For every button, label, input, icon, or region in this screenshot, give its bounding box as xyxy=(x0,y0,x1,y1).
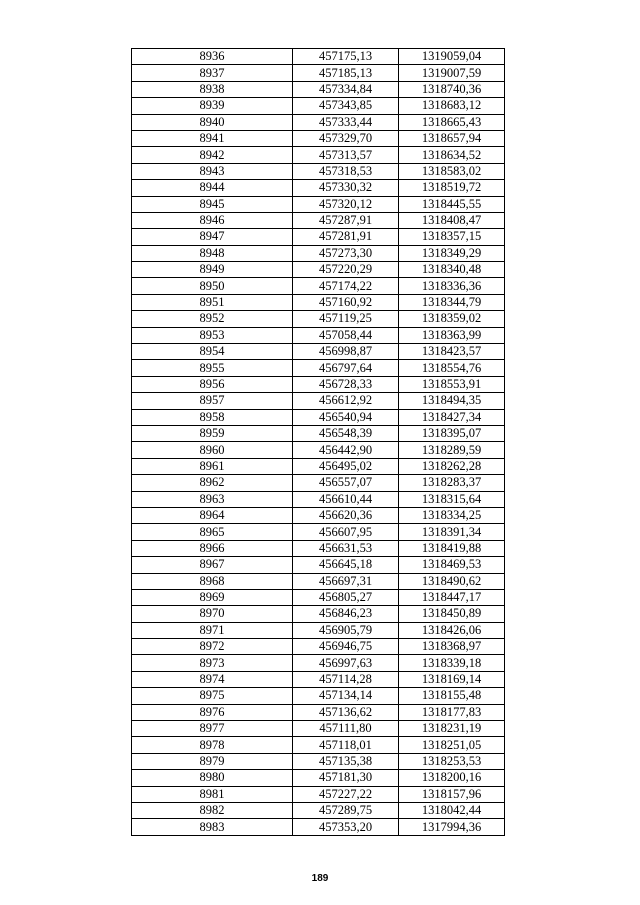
y-coordinate-cell: 1318657,94 xyxy=(399,130,505,146)
y-coordinate-cell: 1318349,29 xyxy=(399,245,505,261)
x-coordinate-cell: 456998,87 xyxy=(293,344,399,360)
point-number-cell: 8951 xyxy=(132,294,293,310)
x-coordinate-cell: 456905,79 xyxy=(293,622,399,638)
x-coordinate-cell: 456631,53 xyxy=(293,540,399,556)
table-row xyxy=(132,753,505,769)
y-coordinate-cell: 1318494,35 xyxy=(399,393,505,409)
y-coordinate-cell: 1318427,34 xyxy=(399,409,505,425)
y-coordinate-cell: 1318177,83 xyxy=(399,704,505,720)
table-row xyxy=(132,819,505,835)
y-coordinate-cell: 1318447,17 xyxy=(399,589,505,605)
table-row xyxy=(132,196,505,212)
point-number-cell: 8940 xyxy=(132,114,293,130)
table-row xyxy=(132,639,505,655)
coordinate-table xyxy=(131,48,505,836)
y-coordinate-cell: 1318042,44 xyxy=(399,802,505,818)
table-row xyxy=(132,278,505,294)
x-coordinate-cell: 457185,13 xyxy=(293,65,399,81)
point-number-cell: 8967 xyxy=(132,557,293,573)
y-coordinate-cell: 1318344,79 xyxy=(399,294,505,310)
y-coordinate-cell: 1318283,37 xyxy=(399,475,505,491)
x-coordinate-cell: 456610,44 xyxy=(293,491,399,507)
x-coordinate-cell: 457181,30 xyxy=(293,770,399,786)
point-number-cell: 8972 xyxy=(132,639,293,655)
y-coordinate-cell: 1318339,18 xyxy=(399,655,505,671)
y-coordinate-cell: 1318359,02 xyxy=(399,311,505,327)
x-coordinate-cell: 457273,30 xyxy=(293,245,399,261)
table-row xyxy=(132,655,505,671)
table-row xyxy=(132,557,505,573)
point-number-cell: 8969 xyxy=(132,589,293,605)
x-coordinate-cell: 456540,94 xyxy=(293,409,399,425)
point-number-cell: 8979 xyxy=(132,753,293,769)
table-row xyxy=(132,327,505,343)
x-coordinate-cell: 457174,22 xyxy=(293,278,399,294)
point-number-cell: 8961 xyxy=(132,458,293,474)
table-row xyxy=(132,262,505,278)
table-row xyxy=(132,229,505,245)
table-row xyxy=(132,688,505,704)
point-number-cell: 8960 xyxy=(132,442,293,458)
y-coordinate-cell: 1318634,52 xyxy=(399,147,505,163)
x-coordinate-cell: 456797,64 xyxy=(293,360,399,376)
table-row xyxy=(132,163,505,179)
point-number-cell: 8938 xyxy=(132,81,293,97)
point-number-cell: 8976 xyxy=(132,704,293,720)
table-row xyxy=(132,721,505,737)
point-number-cell: 8981 xyxy=(132,786,293,802)
point-number-cell: 8974 xyxy=(132,671,293,687)
table-row xyxy=(132,212,505,228)
y-coordinate-cell: 1318553,91 xyxy=(399,376,505,392)
point-number-cell: 8952 xyxy=(132,311,293,327)
table-row xyxy=(132,294,505,310)
y-coordinate-cell: 1318368,97 xyxy=(399,639,505,655)
table-row xyxy=(132,704,505,720)
y-coordinate-cell: 1318155,48 xyxy=(399,688,505,704)
point-number-cell: 8977 xyxy=(132,721,293,737)
y-coordinate-cell: 1318554,76 xyxy=(399,360,505,376)
x-coordinate-cell: 457175,13 xyxy=(293,49,399,65)
point-number-cell: 8949 xyxy=(132,262,293,278)
x-coordinate-cell: 457330,32 xyxy=(293,180,399,196)
x-coordinate-cell: 456805,27 xyxy=(293,589,399,605)
table-row xyxy=(132,507,505,523)
x-coordinate-cell: 456728,33 xyxy=(293,376,399,392)
x-coordinate-cell: 457111,80 xyxy=(293,721,399,737)
table-row xyxy=(132,393,505,409)
y-coordinate-cell: 1318334,25 xyxy=(399,507,505,523)
table-row xyxy=(132,475,505,491)
table-row xyxy=(132,573,505,589)
point-number-cell: 8959 xyxy=(132,425,293,441)
x-coordinate-cell: 457329,70 xyxy=(293,130,399,146)
x-coordinate-cell: 457118,01 xyxy=(293,737,399,753)
x-coordinate-cell: 456495,02 xyxy=(293,458,399,474)
point-number-cell: 8954 xyxy=(132,344,293,360)
x-coordinate-cell: 457160,92 xyxy=(293,294,399,310)
coordinate-table-body xyxy=(132,49,505,836)
point-number-cell: 8965 xyxy=(132,524,293,540)
table-row xyxy=(132,180,505,196)
point-number-cell: 8982 xyxy=(132,802,293,818)
table-row xyxy=(132,425,505,441)
y-coordinate-cell: 1318315,64 xyxy=(399,491,505,507)
y-coordinate-cell: 1319007,59 xyxy=(399,65,505,81)
point-number-cell: 8983 xyxy=(132,819,293,835)
y-coordinate-cell: 1318251,05 xyxy=(399,737,505,753)
y-coordinate-cell: 1318395,07 xyxy=(399,425,505,441)
x-coordinate-cell: 457134,14 xyxy=(293,688,399,704)
point-number-cell: 8958 xyxy=(132,409,293,425)
x-coordinate-cell: 456620,36 xyxy=(293,507,399,523)
x-coordinate-cell: 457343,85 xyxy=(293,98,399,114)
x-coordinate-cell: 457318,53 xyxy=(293,163,399,179)
y-coordinate-cell: 1317994,36 xyxy=(399,819,505,835)
x-coordinate-cell: 456997,63 xyxy=(293,655,399,671)
x-coordinate-cell: 457333,44 xyxy=(293,114,399,130)
y-coordinate-cell: 1318253,53 xyxy=(399,753,505,769)
y-coordinate-cell: 1318740,36 xyxy=(399,81,505,97)
y-coordinate-cell: 1318683,12 xyxy=(399,98,505,114)
y-coordinate-cell: 1318519,72 xyxy=(399,180,505,196)
x-coordinate-cell: 457136,62 xyxy=(293,704,399,720)
x-coordinate-cell: 457334,84 xyxy=(293,81,399,97)
x-coordinate-cell: 456697,31 xyxy=(293,573,399,589)
table-row xyxy=(132,376,505,392)
point-number-cell: 8963 xyxy=(132,491,293,507)
y-coordinate-cell: 1318357,15 xyxy=(399,229,505,245)
point-number-cell: 8957 xyxy=(132,393,293,409)
point-number-cell: 8936 xyxy=(132,49,293,65)
x-coordinate-cell: 457114,28 xyxy=(293,671,399,687)
y-coordinate-cell: 1318231,19 xyxy=(399,721,505,737)
y-coordinate-cell: 1318340,48 xyxy=(399,262,505,278)
y-coordinate-cell: 1318289,59 xyxy=(399,442,505,458)
y-coordinate-cell: 1318469,53 xyxy=(399,557,505,573)
x-coordinate-cell: 456557,07 xyxy=(293,475,399,491)
x-coordinate-cell: 457287,91 xyxy=(293,212,399,228)
table-row xyxy=(132,786,505,802)
y-coordinate-cell: 1318157,96 xyxy=(399,786,505,802)
point-number-cell: 8966 xyxy=(132,540,293,556)
x-coordinate-cell: 456645,18 xyxy=(293,557,399,573)
point-number-cell: 8968 xyxy=(132,573,293,589)
y-coordinate-cell: 1318419,88 xyxy=(399,540,505,556)
y-coordinate-cell: 1318665,43 xyxy=(399,114,505,130)
y-coordinate-cell: 1318445,55 xyxy=(399,196,505,212)
point-number-cell: 8948 xyxy=(132,245,293,261)
table-row xyxy=(132,245,505,261)
x-coordinate-cell: 457135,38 xyxy=(293,753,399,769)
table-row xyxy=(132,114,505,130)
point-number-cell: 8943 xyxy=(132,163,293,179)
table-row xyxy=(132,442,505,458)
point-number-cell: 8975 xyxy=(132,688,293,704)
x-coordinate-cell: 456548,39 xyxy=(293,425,399,441)
table-row xyxy=(132,622,505,638)
table-row xyxy=(132,360,505,376)
table-row xyxy=(132,147,505,163)
table-row xyxy=(132,606,505,622)
point-number-cell: 8939 xyxy=(132,98,293,114)
x-coordinate-cell: 457058,44 xyxy=(293,327,399,343)
point-number-cell: 8978 xyxy=(132,737,293,753)
point-number-cell: 8973 xyxy=(132,655,293,671)
point-number-cell: 8950 xyxy=(132,278,293,294)
point-number-cell: 8941 xyxy=(132,130,293,146)
x-coordinate-cell: 456946,75 xyxy=(293,639,399,655)
x-coordinate-cell: 456442,90 xyxy=(293,442,399,458)
x-coordinate-cell: 456846,23 xyxy=(293,606,399,622)
x-coordinate-cell: 457320,12 xyxy=(293,196,399,212)
y-coordinate-cell: 1318169,14 xyxy=(399,671,505,687)
x-coordinate-cell: 457313,57 xyxy=(293,147,399,163)
y-coordinate-cell: 1318490,62 xyxy=(399,573,505,589)
x-coordinate-cell: 457220,29 xyxy=(293,262,399,278)
y-coordinate-cell: 1318336,36 xyxy=(399,278,505,294)
table-row xyxy=(132,344,505,360)
y-coordinate-cell: 1318391,34 xyxy=(399,524,505,540)
y-coordinate-cell: 1318363,99 xyxy=(399,327,505,343)
table-row xyxy=(132,98,505,114)
table-row xyxy=(132,524,505,540)
point-number-cell: 8980 xyxy=(132,770,293,786)
point-number-cell: 8953 xyxy=(132,327,293,343)
point-number-cell: 8946 xyxy=(132,212,293,228)
point-number-cell: 8955 xyxy=(132,360,293,376)
table-row xyxy=(132,737,505,753)
y-coordinate-cell: 1318583,02 xyxy=(399,163,505,179)
table-row xyxy=(132,458,505,474)
point-number-cell: 8947 xyxy=(132,229,293,245)
x-coordinate-cell: 456607,95 xyxy=(293,524,399,540)
point-number-cell: 8942 xyxy=(132,147,293,163)
point-number-cell: 8970 xyxy=(132,606,293,622)
y-coordinate-cell: 1318262,28 xyxy=(399,458,505,474)
y-coordinate-cell: 1318423,57 xyxy=(399,344,505,360)
table-row xyxy=(132,65,505,81)
table-row xyxy=(132,81,505,97)
point-number-cell: 8964 xyxy=(132,507,293,523)
table-row xyxy=(132,770,505,786)
table-row xyxy=(132,589,505,605)
point-number-cell: 8945 xyxy=(132,196,293,212)
table-row xyxy=(132,409,505,425)
table-row xyxy=(132,311,505,327)
y-coordinate-cell: 1318450,89 xyxy=(399,606,505,622)
y-coordinate-cell: 1318200,16 xyxy=(399,770,505,786)
y-coordinate-cell: 1319059,04 xyxy=(399,49,505,65)
x-coordinate-cell: 457281,91 xyxy=(293,229,399,245)
table-row xyxy=(132,802,505,818)
x-coordinate-cell: 457227,22 xyxy=(293,786,399,802)
point-number-cell: 8944 xyxy=(132,180,293,196)
table-row xyxy=(132,491,505,507)
point-number-cell: 8962 xyxy=(132,475,293,491)
table-row xyxy=(132,49,505,65)
point-number-cell: 8971 xyxy=(132,622,293,638)
table-row xyxy=(132,671,505,687)
page-number: 189 xyxy=(311,873,329,884)
x-coordinate-cell: 457353,20 xyxy=(293,819,399,835)
y-coordinate-cell: 1318426,06 xyxy=(399,622,505,638)
x-coordinate-cell: 457119,25 xyxy=(293,311,399,327)
table-row xyxy=(132,130,505,146)
x-coordinate-cell: 456612,92 xyxy=(293,393,399,409)
table-row xyxy=(132,540,505,556)
x-coordinate-cell: 457289,75 xyxy=(293,802,399,818)
point-number-cell: 8937 xyxy=(132,65,293,81)
y-coordinate-cell: 1318408,47 xyxy=(399,212,505,228)
point-number-cell: 8956 xyxy=(132,376,293,392)
